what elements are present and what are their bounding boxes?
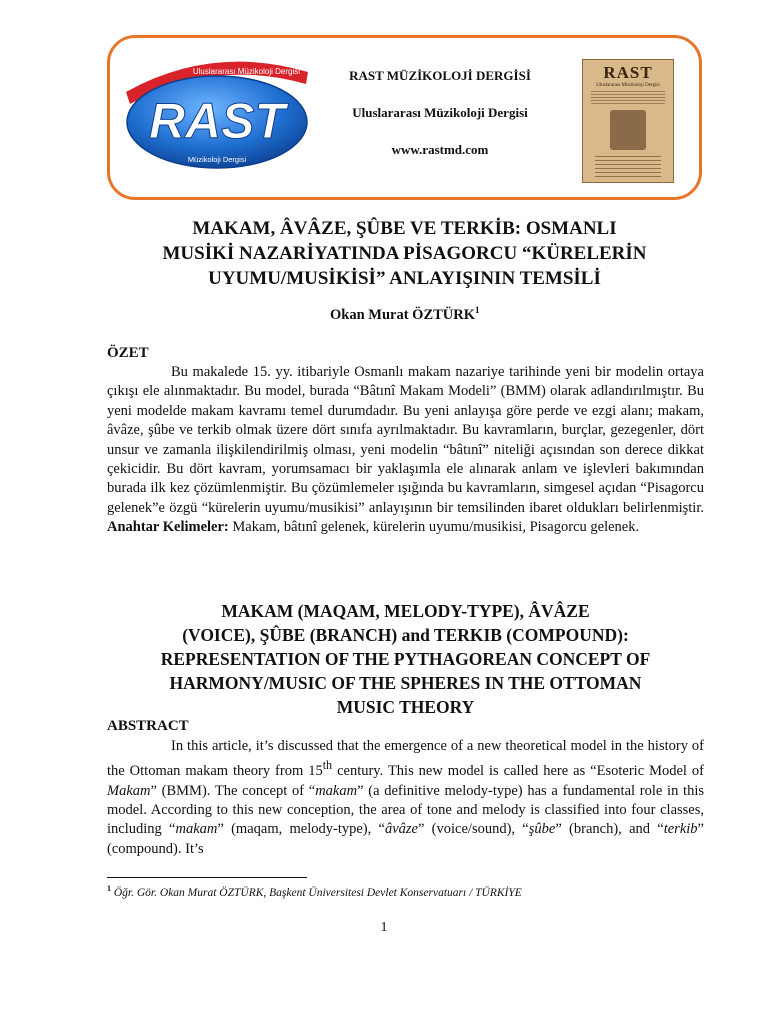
title-tr-line-1: MAKAM, ÂVÂZE, ŞÛBE VE TERKİB: OSMANLI: [192, 218, 617, 239]
abstract-text-8: ” (compound). It’s: [107, 821, 704, 857]
cover-subtitle: Uluslararası Müzikoloji Dergisi: [596, 83, 660, 88]
abstract-text-1: In this article, it’s discussed that the emergence of a new theoretical model in the history of the Ottoman makam theory from 15: [107, 738, 704, 780]
abstract-italic-5: şûbe: [528, 821, 556, 838]
abstract-text-3: ” (BMM). The concept of “: [150, 782, 316, 799]
abstract-italic-6: terkib: [663, 821, 698, 838]
footnote: [107, 884, 522, 899]
abstract-italic-4: âvâze: [384, 821, 418, 838]
rast-logo: [122, 52, 312, 174]
logo-text: RAST: [148, 93, 286, 149]
abstract-text-5: ” (maqam, melody-type), “: [217, 821, 385, 838]
keywords-label: Anahtar Kelimeler:: [107, 519, 229, 536]
ozet-heading: ÖZET: [107, 345, 149, 361]
abstract-text-7: ” (branch), and “: [555, 821, 664, 838]
ozet-paragraph: [107, 363, 704, 538]
title-en-line-4: HARMONY/MUSIC OF THE SPHERES IN THE OTTOMAN: [169, 673, 642, 693]
logo-arc-top-text: Uluslararası Müzikoloji Dergisi: [192, 67, 300, 76]
abstract-italic-1: Makam: [107, 782, 151, 799]
journal-cover-image: [582, 59, 674, 183]
cover-portrait: [610, 110, 646, 150]
cover-text-lines: [591, 91, 665, 105]
journal-subtitle: Uluslararası Müzikoloji Dergisi: [352, 105, 528, 120]
author-footnote-mark[interactable]: 1: [475, 305, 480, 315]
abstract-text-2: century. This new model is called here as “Esoteric Model of: [332, 763, 704, 780]
journal-url[interactable]: www.rastmd.com: [391, 142, 489, 157]
cover-title: RAST: [603, 63, 653, 82]
author-name: Okan Murat ÖZTÜRK: [330, 306, 476, 323]
title-en-line-1: MAKAM (MAQAM, MELODY-TYPE), ÂVÂZE: [221, 601, 590, 621]
logo-arc-bottom-text: Müzikoloji Dergisi: [187, 155, 247, 164]
title-tr-line-2: MUSİKİ NAZARİYATINDA PİSAGORCU “KÜRELERİN: [162, 243, 647, 264]
abstract-text-4: ” (a definitive melody-type) has a fundamental role in this model. According to this new conception, the area of tone and melody is classified into four classes, including “: [107, 782, 704, 838]
abstract-sup: th: [322, 758, 333, 773]
author: [330, 305, 480, 324]
abstract-italic-2: makam: [315, 782, 358, 799]
footnote-rule: [107, 877, 307, 878]
footnote-text: Öğr. Gör. Okan Murat ÖZTÜRK, Başkent Üniversitesi Devlet Konservatuarı / TÜRKİYE: [113, 886, 522, 899]
title-en-line-2: (VOICE), ŞÛBE (BRANCH) and TERKIB (COMPOUND):: [182, 625, 629, 645]
footnote-mark: 1: [107, 884, 111, 893]
title-en-line-3: REPRESENTATION OF THE PYTHAGOREAN CONCEPT OF: [160, 649, 651, 669]
keywords: Makam, bâtınî gelenek, kürelerin uyumu/musikisi, Pisagorcu gelenek.: [232, 519, 640, 536]
title-en-line-5: MUSIC THEORY: [336, 697, 475, 717]
abstract-text-6: ” (voice/sound), “: [417, 821, 529, 838]
ozet-body: Bu makalede 15. yy. itibariyle Osmanlı makam nazariye tarihinde yeni bir modelin ortaya çıkışı ele alınmaktadır. Bu model, burada “Bâtınî Makam Modeli” (BMM) olarak adlandırılmıştır. Bu yeni modelde makam kavramı temel durumdadır. Bu yeni anlayışa göre perde ve ezgi alanı; makam, âvâze, şûbe ve terkib olmak üzere dört sınıfa ayrılmaktadır. Bu kavramların, burçlar, gezegenler, dört unsur ve zamanla ilişkilendirilmiş olması, yeni modelin “bâtınî” niteliği açısından son derece dikkat çekicidir. Bu dört kavram, yorumsamacı bir yaklaşımla ele alınarak anlam ve işlevleri bakımından burada ilk kez çözümlenmiştir. Bu çözümlemeler ışığında bu kavramların, simgesel açıdan “Pisagorcu gelenek”e özgü “kürelerin uyumu/musikisi” anlayışının bir temsilinden ibaret oldukları belirlenmiştir.: [107, 364, 704, 516]
page-number: 1: [380, 920, 388, 935]
title-tr-line-3: UYUMU/MUSİKİSİ” ANLAYIŞININ TEMSİLİ: [208, 268, 601, 289]
abstract-heading: ABSTRACT: [107, 718, 189, 734]
abstract-paragraph: [107, 737, 704, 859]
cover-footer-lines: [595, 156, 661, 178]
journal-name: RAST MÜZİKOLOJİ DERGİSİ: [349, 68, 531, 83]
abstract-italic-3: makam: [175, 821, 218, 838]
